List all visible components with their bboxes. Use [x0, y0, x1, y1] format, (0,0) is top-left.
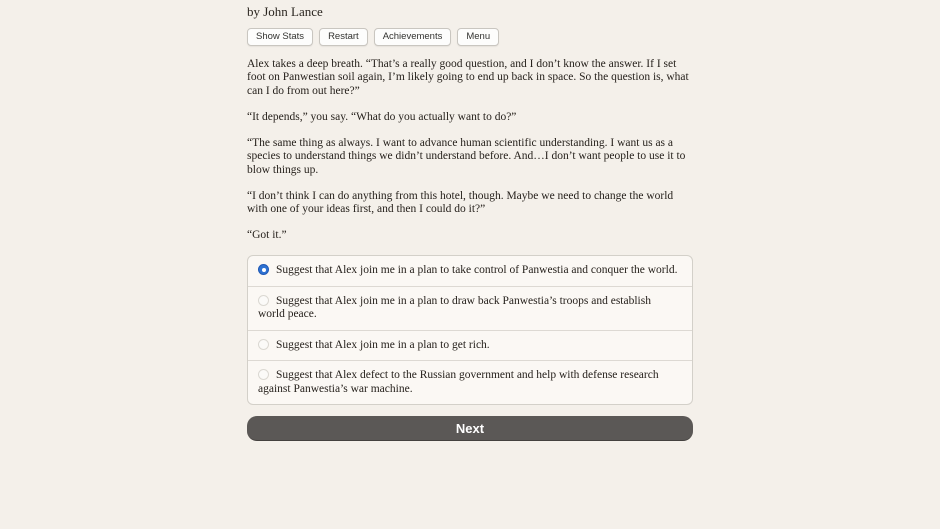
game-content	[247, 0, 693, 441]
choice-label: Suggest that Alex defect to the Russian government and help with defense research against Panwestia’s war machine.	[258, 369, 659, 395]
achievements-button[interactable]: Achievements	[374, 28, 452, 46]
choice-option-get-rich[interactable]	[248, 330, 692, 361]
radio-button-icon[interactable]	[258, 264, 269, 275]
next-button[interactable]: Next	[247, 416, 693, 441]
author-byline: by John Lance	[247, 4, 323, 19]
choice-group	[247, 255, 693, 405]
story-paragraph: Alex takes a deep breath. “That’s a really good question, and I don’t know the answer. If I set foot on Panwestian soil again, I’m likely going to end up back in space. So the question is, what can I do from out here?”	[247, 57, 689, 97]
radio-button-icon[interactable]	[258, 295, 269, 306]
choice-label: Suggest that Alex join me in a plan to draw back Panwestia’s troops and establish world peace.	[258, 294, 651, 320]
choice-label: Suggest that Alex join me in a plan to take control of Panwestia and conquer the world.	[276, 264, 678, 276]
story-paragraph: “It depends,” you say. “What do you actually want to do?”	[247, 110, 517, 123]
radio-button-icon[interactable]	[258, 369, 269, 380]
choice-option-world-peace[interactable]	[248, 286, 692, 330]
story-text	[247, 58, 693, 243]
story-paragraph: “The same thing as always. I want to advance human scientific understanding. I want us as a species to understand things we didn’t understand before. And…I don’t want people to use it to blow things up.	[247, 136, 686, 176]
radio-button-icon[interactable]	[258, 339, 269, 350]
story-paragraph: “Got it.”	[247, 229, 287, 241]
choice-option-conquer-world[interactable]	[248, 256, 692, 286]
choice-option-defect-russia[interactable]	[248, 360, 692, 404]
toolbar	[247, 28, 693, 46]
show-stats-button[interactable]: Show Stats	[247, 28, 313, 46]
story-paragraph: “I don’t think I can do anything from this hotel, though. Maybe we need to change the world with one of your ideas first, and then I could do it?”	[247, 189, 674, 215]
restart-button[interactable]: Restart	[319, 28, 368, 46]
menu-button[interactable]: Menu	[457, 28, 499, 46]
choice-label: Suggest that Alex join me in a plan to get rich.	[276, 338, 490, 351]
